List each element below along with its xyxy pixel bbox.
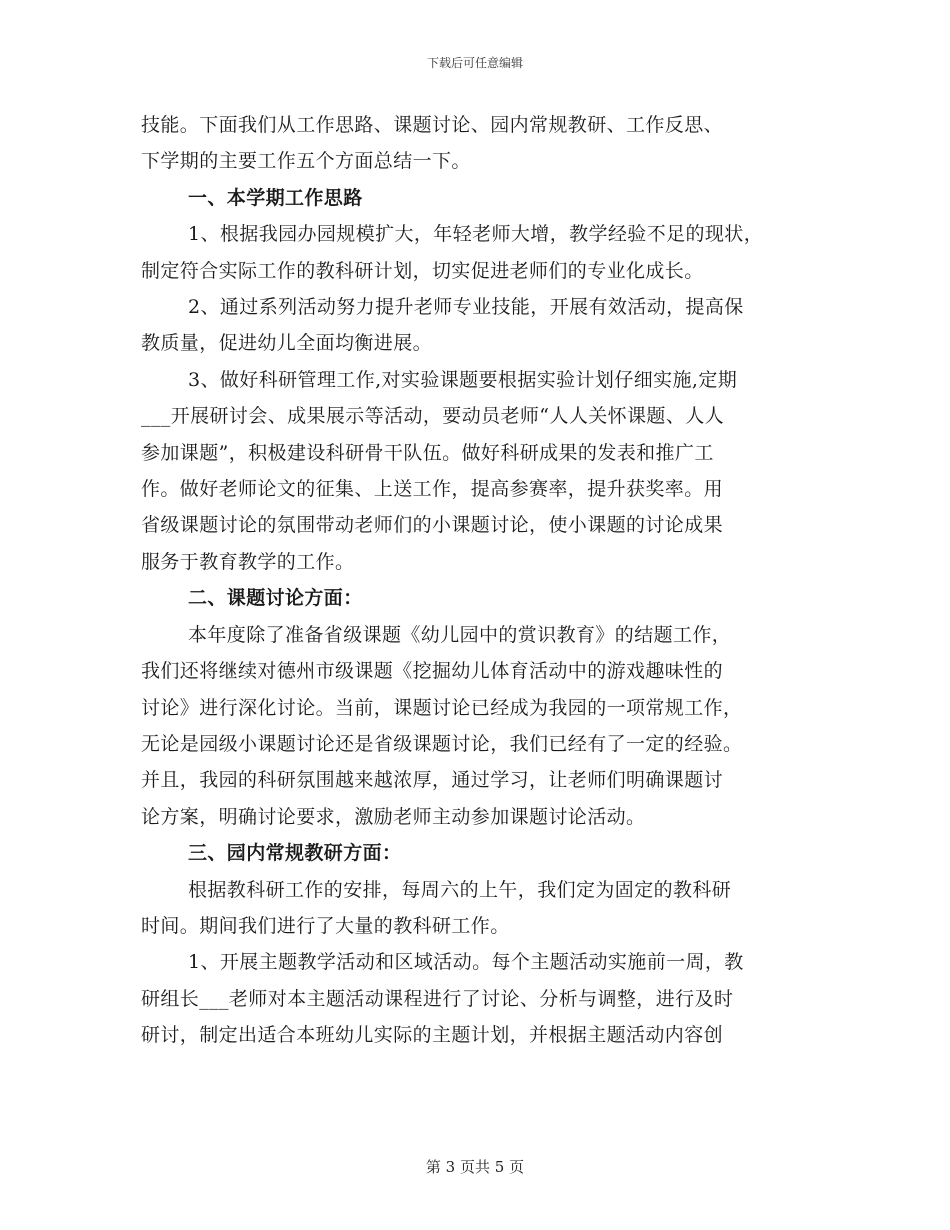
- section-heading: 二、课题讨论方面：: [188, 587, 363, 610]
- page-header: 下载后可任意编辑: [426, 56, 523, 70]
- body-line: 技能。下面我们从工作思路、课题讨论、园内常规教研、工作反思、: [141, 114, 724, 136]
- body-line: 下学期的主要工作五个方面总结一下。: [141, 150, 471, 173]
- page-number: 第 3 页共 5 页: [425, 1158, 525, 1176]
- body-line: 研讨，制定出适合本班幼儿实际的主题计划，并根据主题活动内容创: [141, 1024, 724, 1047]
- body-line: 时间。期间我们进行了大量的教科研工作。: [141, 914, 510, 937]
- document-body: [141, 107, 811, 1054]
- body-line: 本年度除了准备省级课题《幼儿园中的赏识教育》的结题工作，: [188, 623, 732, 646]
- body-line: 讨论》进行深化讨论。当前，课题讨论已经成为我园的一项常规工作，: [141, 696, 743, 719]
- body-line: 参加课题”，积极建设科研骨干队伍。做好科研成果的发表和推广工: [141, 441, 714, 464]
- section-heading: 三、园内常规教研方面：: [188, 842, 402, 865]
- body-line: 3、做好科研管理工作,对实验课题要根据实验计划仔细实施,定期: [188, 368, 738, 391]
- body-line: 服务于教育教学的工作。: [141, 550, 355, 573]
- body-line: 1、开展主题教学活动和区域活动。每个主题活动实施前一周，教: [188, 951, 744, 974]
- body-line: 制定符合实际工作的教科研计划，切实促进老师们的专业化成长。: [141, 259, 704, 282]
- body-line: 2、通过系列活动努力提升老师专业技能，开展有效活动，提高保: [188, 296, 744, 319]
- body-line: 省级课题讨论的氛围带动老师们的小课题讨论，使小课题的讨论成果: [141, 514, 724, 537]
- body-line: 我们还将继续对德州市级课题《挖掘幼儿体育活动中的游戏趣味性的: [141, 660, 724, 683]
- body-line: ___开展研讨会、成果展示等活动，要动员老师“人人关怀课题、人人: [141, 405, 725, 428]
- body-line: 根据教科研工作的安排，每周六的上午，我们定为固定的教科研: [188, 878, 732, 901]
- body-line: 1、根据我园办园规模扩大，年轻老师大增，教学经验不足的现状，: [188, 223, 764, 246]
- body-line: 作。做好老师论文的征集、上送工作，提高参赛率，提升获奖率。用: [141, 478, 724, 501]
- body-line: 并且，我园的科研氛围越来越浓厚，通过学习，让老师们明确课题讨: [141, 769, 724, 792]
- body-line: 无论是园级小课题讨论还是省级课题讨论，我们已经有了一定的经验。: [141, 732, 743, 755]
- body-line: 研组长___老师对本主题活动课程进行了讨论、分析与调整，进行及时: [141, 987, 734, 1010]
- body-line: 论方案，明确讨论要求，激励老师主动参加课题讨论活动。: [141, 805, 646, 828]
- section-heading: 一、本学期工作思路: [188, 186, 363, 209]
- body-line: 教质量，促进幼儿全面均衡进展。: [141, 332, 433, 355]
